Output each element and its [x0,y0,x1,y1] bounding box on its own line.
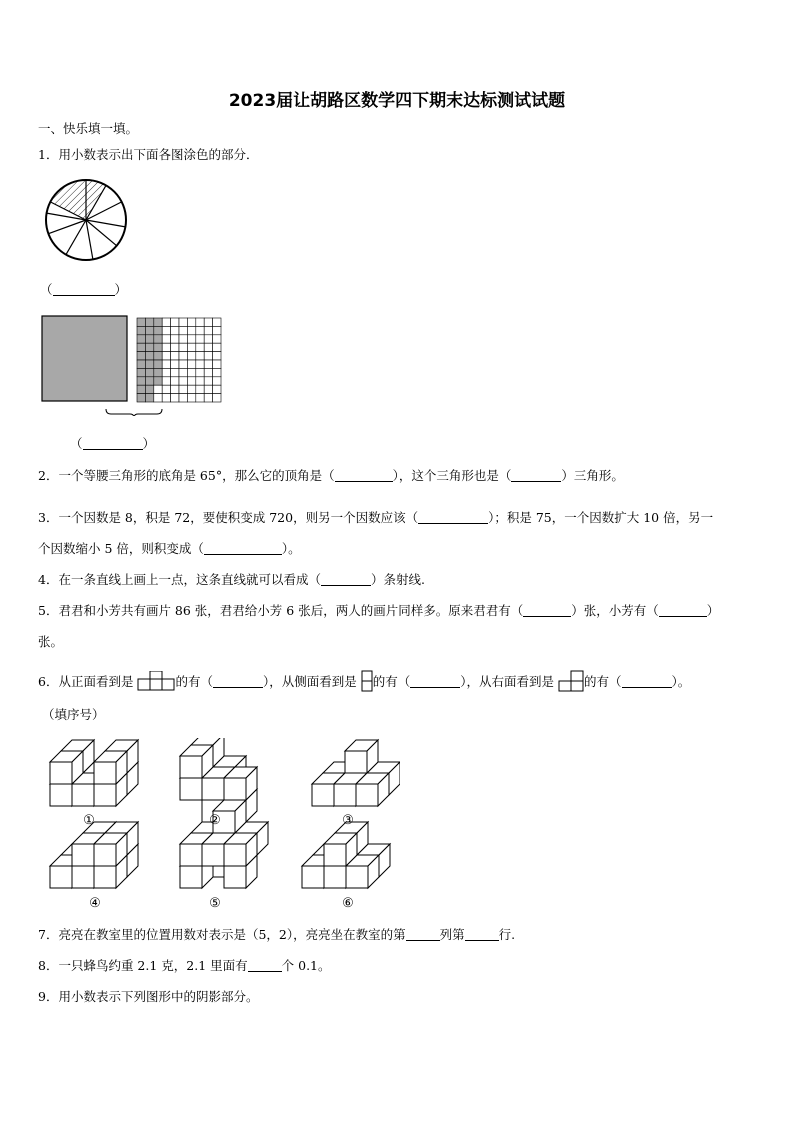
answer-blank[interactable] [523,604,571,617]
section-heading: 一、快乐填一填。 [38,121,139,136]
grid-cell [171,394,179,402]
grid-cell [196,394,204,402]
front-view-icon [137,671,175,691]
grid-cell [162,352,170,360]
question-2: 2．一个等腰三角形的底角是 65°，那么它的顶角是（ ），这个三角形也是（ ）三角形。 [38,468,624,483]
question-6-note: （填序号） [42,707,105,722]
grid-cell [137,318,145,326]
question-7: 7．亮亮在教室里的位置用数对表示是（5，2），亮亮坐在教室的第 列第 行. [38,927,516,942]
grid-cell [154,352,162,360]
grid-cell [171,318,179,326]
grid-cell [204,360,212,368]
grid-cell [179,360,187,368]
grid-cell [145,335,153,343]
grid-cell [213,326,221,334]
grid-cell [137,343,145,351]
answer-blank[interactable] [410,675,460,688]
grid-cell [196,318,204,326]
grid-cell [154,394,162,402]
grid-cell [196,377,204,385]
question-3-line-2: 个因数缩小 5 倍，则积变成（ ）。 [38,541,301,556]
answer-blank-2[interactable]: （ ） [70,436,156,451]
grid-cell [145,318,153,326]
grid-cell [204,335,212,343]
question-5-line-2: 张。 [38,634,64,649]
question-5-line-1: 5．君君和小芳共有画片 86 张，君君给小芳 6 张后，两人的画片同样多。原来君君有（ ）张，小芳有（ ） [38,603,720,618]
grid-cell [187,343,195,351]
grid-cell [196,335,204,343]
grid-cell [204,318,212,326]
grid-cell [187,318,195,326]
page-title: 2023届让胡路区数学四下期末达标测试试题 [228,91,566,111]
grid-cell [137,385,145,393]
grid-cell [137,335,145,343]
figure-label-2: ② [209,813,221,828]
grid-cell [204,352,212,360]
grid-cell [145,343,153,351]
grid-cell [204,343,212,351]
grid-cell [179,318,187,326]
grid-cell [179,335,187,343]
grid-cell [213,335,221,343]
figure-label-1: ① [83,813,95,828]
answer-blank[interactable] [406,928,440,941]
grid-cell [162,326,170,334]
grid-cell [171,377,179,385]
grid-cell [187,368,195,376]
grid-cell [171,335,179,343]
grid-cell [187,394,195,402]
question-3-line-1: 3．一个因数是 8，积是 72，要使积变成 720，则另一个因数应该（ ）；积是 75，一个因数扩大 10 倍，另一 [38,510,714,525]
grid-cell [187,335,195,343]
answer-blank-1[interactable]: （ ） [40,282,128,297]
answer-blank[interactable] [622,675,672,688]
figure-label-4: ④ [89,896,101,911]
grid-cell [213,343,221,351]
grid-cell [171,352,179,360]
square-grid-figure [40,314,226,416]
answer-blank[interactable] [248,959,282,972]
right-view-icon [558,670,584,692]
grid-cell [154,368,162,376]
grid-cell [137,394,145,402]
grid-cell [171,343,179,351]
grid-cell [162,394,170,402]
answer-blank[interactable] [511,469,561,482]
grid-cell [204,326,212,334]
grid-cell [213,360,221,368]
grid-cell [145,360,153,368]
answer-blank[interactable] [465,928,499,941]
grid-cell [187,377,195,385]
grid-cell [154,318,162,326]
grid-cell [162,368,170,376]
grid-cell [137,360,145,368]
answer-blank[interactable] [204,542,282,555]
grid-cell [179,343,187,351]
grid-cell [162,377,170,385]
grid-cell [137,377,145,385]
grid-cell [171,360,179,368]
grid-cell [196,360,204,368]
grid-cell [154,360,162,368]
grid-cell [154,343,162,351]
question-4: 4．在一条直线上画上一点，这条直线就可以看成（ ）条射线. [38,572,425,587]
grid-cell [179,352,187,360]
grid-cell [137,326,145,334]
grid-cell [145,377,153,385]
grid-cell [204,377,212,385]
circle-shaded-sector [51,180,86,220]
grid-cell [162,343,170,351]
grid-cell [162,360,170,368]
grid-cell [145,352,153,360]
grid-cell [213,377,221,385]
answer-blank[interactable] [418,511,488,524]
figure-label-6: ⑥ [342,896,354,911]
grid-cell [145,326,153,334]
grid-cell [171,326,179,334]
grid-cell [171,368,179,376]
grid-cell [145,368,153,376]
answer-blank[interactable] [213,675,263,688]
grid-cell [162,318,170,326]
grid-cell [187,360,195,368]
brace [106,409,162,416]
grid-cell [196,385,204,393]
grid-cell [154,326,162,334]
question-8: 8．一只蜂鸟约重 2.1 克，2.1 里面有 个 0.1。 [38,958,331,973]
grid-cell [187,385,195,393]
grid-cell [187,352,195,360]
answer-blank[interactable] [659,604,707,617]
question-1: 1．用小数表示出下面各图涂色的部分． [38,147,259,162]
grid-cell [179,326,187,334]
grid-cell [162,335,170,343]
grid-cell [187,326,195,334]
grid-cell [196,343,204,351]
question-9: 9．用小数表示下列图形中的阴影部分。 [38,989,259,1004]
grid-cell [162,385,170,393]
grid-cell [213,318,221,326]
grid-cell [145,385,153,393]
grid-cell [154,377,162,385]
grid-cell [213,385,221,393]
grid-cell [196,326,204,334]
grid-cell [179,368,187,376]
grid-cell [179,385,187,393]
grid-cell [196,368,204,376]
grid-cell [204,368,212,376]
grid-cell [154,335,162,343]
grid-cell [137,368,145,376]
answer-blank[interactable] [321,573,371,586]
grid-cell [171,385,179,393]
question-6: 6．从正面看到是 的有（ ），从侧面看到是 的有（ ），从右面看到是 的有（ ）。 [38,670,690,692]
grid-cell [196,352,204,360]
grid-cell [204,385,212,393]
answer-blank[interactable] [335,469,393,482]
grid-cell [204,394,212,402]
grid-cell [213,394,221,402]
grid-cell [137,352,145,360]
grid-cell [179,377,187,385]
grid-cell [154,385,162,393]
figure-label-5: ⑤ [209,896,221,911]
side-view-icon [361,670,373,692]
grid-cell [213,352,221,360]
grid-cell [179,394,187,402]
figure-label-3: ③ [342,813,354,828]
grid-cell [145,394,153,402]
circle-figure [40,176,132,268]
full-shaded-square [42,316,127,401]
grid-cell [213,368,221,376]
